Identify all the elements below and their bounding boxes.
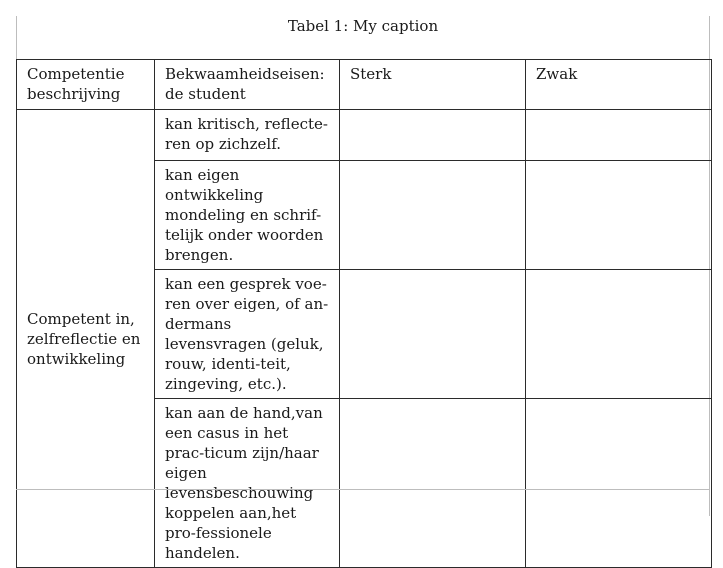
sterk-cell [340, 161, 526, 270]
competence-table [16, 59, 712, 568]
competence-cell: Competent in, zelfreflectie en ontwikkeling [17, 110, 155, 568]
zwak-cell [526, 161, 712, 270]
zwak-cell [526, 110, 712, 161]
header-sterk: Sterk [340, 60, 526, 110]
table-caption: Tabel 1: My caption [287, 17, 439, 35]
header-bekwaamheidseisen: Bekwaamheidseisen: de student [155, 60, 340, 110]
requirement-cell: kan eigen ontwikkeling mondeling en schrif-telijk onder woorden brengen. [155, 161, 340, 270]
table-row [17, 110, 712, 161]
requirement-cell: kan aan de hand,van een casus in het prac-ticum zijn/haar eigen levensbeschouwing koppelen aan,het pro-fessionele handelen. [155, 399, 340, 568]
sterk-cell [340, 110, 526, 161]
header-row [17, 60, 712, 110]
requirement-cell: kan kritisch, reflecte-ren op zichzelf. [155, 110, 340, 161]
header-zwak: Zwak [526, 60, 712, 110]
zwak-cell [526, 399, 712, 568]
sterk-cell [340, 399, 526, 568]
header-competentie: Competentie beschrijving [17, 60, 155, 110]
requirement-cell: kan een gesprek voe-ren over eigen, of an-dermans levensvragen (geluk, rouw, identi-teit, zingeving, etc.). [155, 270, 340, 399]
sterk-cell [340, 270, 526, 399]
zwak-cell [526, 270, 712, 399]
bottom-rule [16, 489, 710, 490]
